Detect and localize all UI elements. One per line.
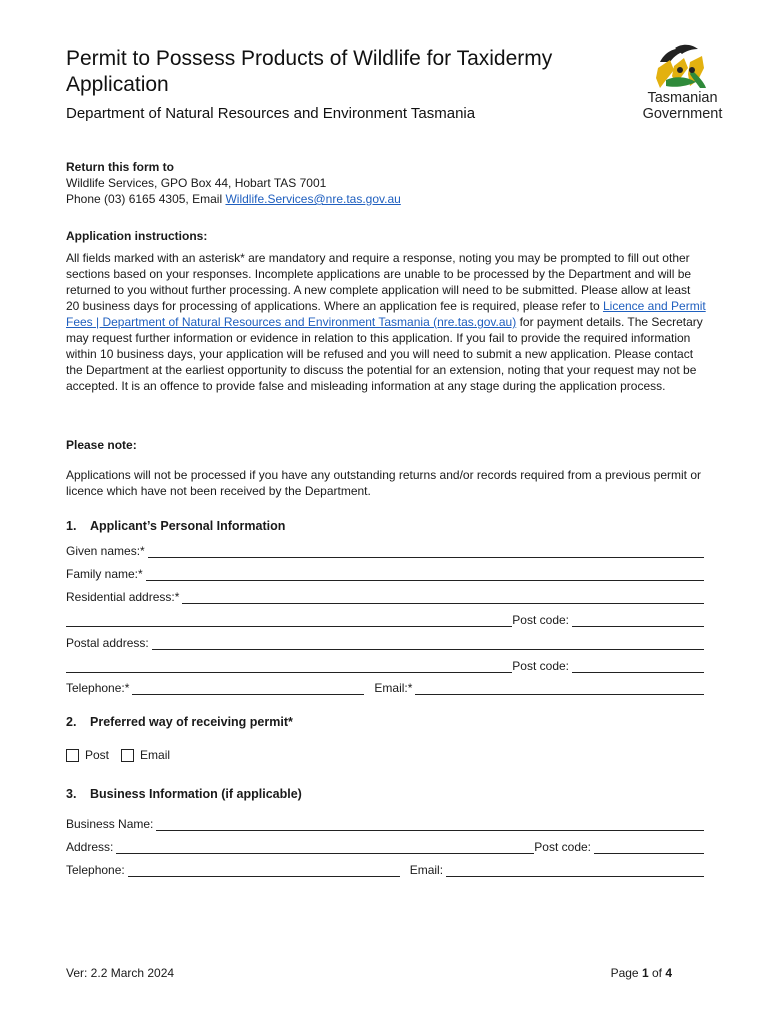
business-post-code-label: Post code: [534, 840, 591, 854]
given-names-label: Given names:* [66, 544, 145, 558]
business-address-field[interactable] [66, 838, 704, 854]
email-input-line[interactable] [415, 682, 704, 695]
section-3-number: 3. [66, 787, 77, 801]
business-address-input-line[interactable] [116, 841, 534, 854]
business-telephone-email-field[interactable] [66, 861, 704, 877]
email-checkbox[interactable] [121, 749, 134, 762]
post-code-label: Post code: [512, 613, 569, 627]
return-info [66, 159, 706, 207]
business-telephone-input-line[interactable] [128, 864, 400, 877]
page-of: of [648, 966, 666, 980]
page-number [611, 966, 672, 980]
post-checkbox[interactable] [66, 749, 79, 762]
page-total: 4 [665, 966, 672, 980]
telephone-email-field[interactable] [66, 679, 704, 695]
residential-address-line2-field[interactable] [66, 611, 704, 627]
post-option-label: Post [85, 748, 110, 762]
section-3-title: Business Information (if applicable) [90, 787, 302, 801]
section-1-title: Applicant’s Personal Information [90, 519, 286, 533]
department-name: Department of Natural Resources and Environment Tasmania [66, 105, 476, 122]
form-title: Permit to Possess Products of Wildlife for Taxidermy Application [66, 47, 553, 96]
business-email-label: Email: [409, 863, 444, 877]
residential-address-line2[interactable] [66, 614, 512, 627]
section-3-heading [66, 787, 302, 801]
section-1-heading [66, 519, 285, 533]
telephone-label: Telephone:* [66, 681, 130, 695]
business-post-code-input-line[interactable] [594, 841, 704, 854]
return-address: Wildlife Services, GPO Box 44, Hobart TAS 7001 [66, 176, 327, 190]
section-2-title: Preferred way of receiving permit* [90, 715, 293, 729]
business-name-input-line[interactable] [156, 818, 704, 831]
page-prefix: Page [610, 966, 642, 980]
residential-address-label: Residential address:* [66, 590, 180, 604]
note-text: Applications will not be processed if you have any outstanding returns and/or records required from a previous permit or licence which have not been received by the Department. [66, 468, 701, 498]
email-option-label: Email [140, 748, 171, 762]
postal-post-code-label: Post code: [512, 659, 569, 673]
business-address-label: Address: [66, 840, 114, 854]
receive-permit-options [66, 748, 182, 762]
postal-address-label: Postal address: [66, 636, 149, 650]
postal-post-code-input-line[interactable] [572, 660, 704, 673]
post-code-input-line[interactable] [572, 614, 704, 627]
note-heading: Please note: [66, 438, 137, 452]
post-option[interactable] [66, 748, 109, 762]
family-name-label: Family name:* [66, 567, 143, 581]
instructions-part2: for payment details. The Secretary may request further information or evidence in relation to this application. If you fail to provide the required information within 10 business days, your application will be refused and you will need to submit a new application. Please contact the Department at the earliest opportunity to discuss the potential for an extension, noting that your request may not be accepted. It is an offence to provide false and misleading information at any stage during the application process. [66, 315, 703, 393]
logo-line-government: Government [642, 106, 723, 122]
section-2-number: 2. [66, 715, 77, 729]
postal-address-field[interactable] [66, 634, 704, 650]
section-1-number: 1. [66, 519, 77, 533]
business-email-input-line[interactable] [446, 864, 704, 877]
return-contact [66, 191, 706, 207]
section-2-heading [66, 715, 293, 729]
page-current: 1 [641, 966, 649, 980]
instructions-heading: Application instructions: [66, 229, 208, 243]
family-name-field[interactable] [66, 565, 704, 581]
given-names-input-line[interactable] [148, 545, 704, 558]
residential-address-input-line[interactable] [182, 591, 704, 604]
version-footer: Ver: 2.2 March 2024 [66, 966, 175, 980]
family-name-input-line[interactable] [146, 568, 704, 581]
instructions-part1: All fields marked with an asterisk* are mandatory and require a response, noting you may be prompted to fill out other sections based on your responses. Incomplete applications are unable to be processed by the Department and will be returned to you without further processing. A new complete application will need to be submitted. Please allow at least 20 business days for processing of applications. Where an application fee is required, please refer to [66, 251, 692, 313]
business-name-field[interactable] [66, 815, 704, 831]
email-link[interactable]: Wildlife.Services@nre.tas.gov.au [225, 192, 401, 206]
return-phone: Phone (03) 6165 4305, Email [66, 192, 226, 206]
postal-address-line2[interactable] [66, 660, 512, 673]
given-names-field[interactable] [66, 542, 704, 558]
telephone-input-line[interactable] [132, 682, 364, 695]
business-name-label: Business Name: [66, 817, 154, 831]
email-option[interactable] [121, 748, 170, 762]
logo-wordmark [630, 90, 735, 122]
postal-address-line2-field[interactable] [66, 657, 704, 673]
fees-link[interactable]: Licence and Permit Fees | Department of Natural Resources and Environment Tasmania (nre.tas.gov.au) [66, 299, 706, 329]
residential-address-field[interactable] [66, 588, 704, 604]
business-telephone-label: Telephone: [66, 863, 125, 877]
logo-line-tasmanian: Tasmanian [647, 90, 718, 106]
email-label: Email:* [374, 681, 413, 695]
instructions-text [66, 250, 706, 394]
return-heading: Return this form to [66, 160, 174, 174]
postal-address-input-line[interactable] [152, 637, 704, 650]
